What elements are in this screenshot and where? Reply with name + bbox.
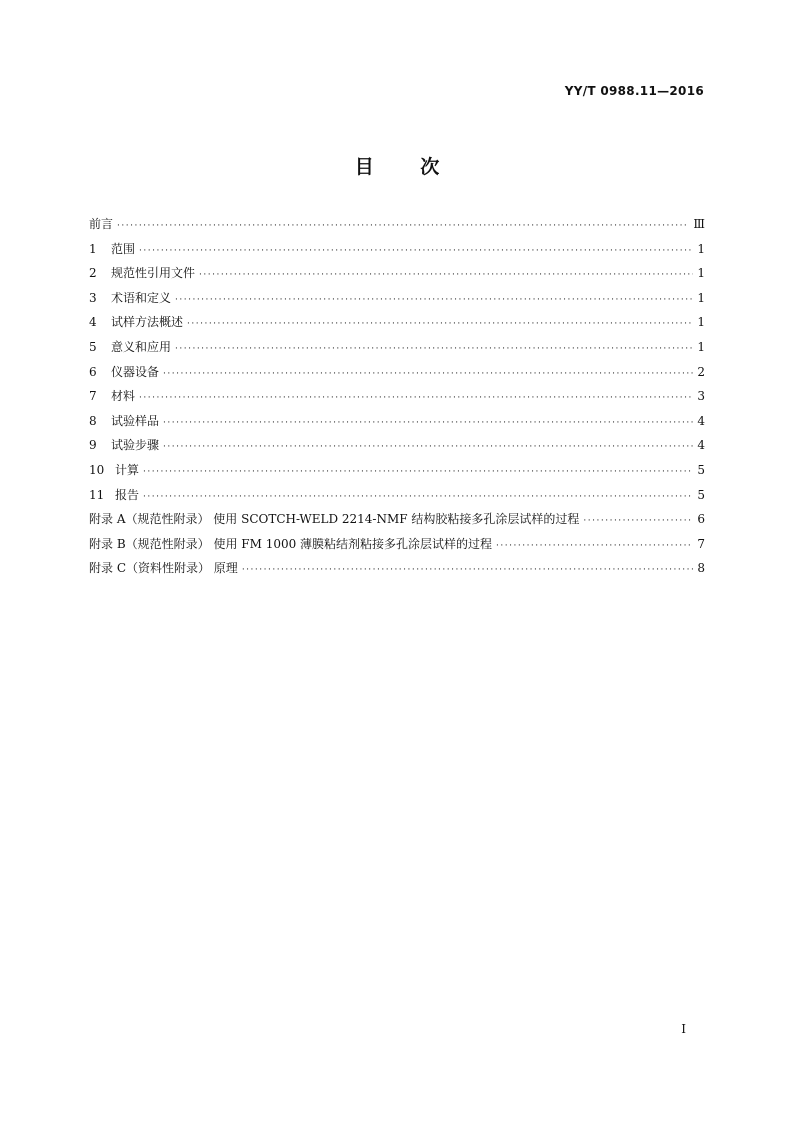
toc-entry-title: 附录 A（规范性附录） 使用 SCOTCH-WELD 2214-NMF 结构胶粘接多孔涂层试样的过程 (89, 512, 580, 527)
toc-entry-title: 附录 C（资料性附录） 原理 (89, 561, 238, 576)
toc-entry[interactable] (89, 313, 705, 338)
page-title: 目 次 (354, 156, 440, 178)
toc-entry-title: 术语和定义 (111, 290, 172, 305)
toc-leader-dots (187, 319, 693, 329)
toc-entry-page: 4 (697, 438, 705, 453)
toc-entry-page: 1 (697, 266, 705, 281)
toc-entry-page: 6 (697, 512, 705, 527)
toc-entry-title: 试验样品 (111, 413, 160, 428)
toc-entry-number: 4 (89, 315, 97, 330)
toc-entry-title: 计算 (115, 462, 140, 477)
toc-entry-page: 2 (697, 364, 705, 379)
toc-entry[interactable] (89, 412, 705, 437)
toc-entry-number: 5 (89, 339, 97, 354)
toc-entry-page: 5 (697, 462, 705, 477)
table-of-contents (89, 215, 705, 584)
toc-entry[interactable] (89, 436, 705, 461)
toc-entry-number: 11 (89, 487, 105, 502)
toc-leader-dots (117, 221, 689, 231)
toc-entry[interactable] (89, 240, 705, 265)
toc-entry-title: 规范性引用文件 (111, 266, 196, 281)
toc-entry-number: 7 (89, 389, 97, 404)
toc-leader-dots (163, 369, 693, 379)
toc-entry-page: 3 (697, 389, 705, 404)
toc-entry-number: 1 (89, 241, 97, 256)
toc-entry-page: 7 (697, 536, 705, 551)
toc-entry-number: 10 (89, 462, 105, 477)
toc-entry[interactable] (89, 215, 705, 240)
toc-entry-title: 材料 (111, 389, 136, 404)
toc-leader-dots (199, 270, 693, 280)
toc-entry-page: 8 (697, 561, 705, 576)
toc-entry[interactable] (89, 486, 705, 511)
toc-entry-title: 试样方法概述 (111, 315, 184, 330)
toc-entry[interactable] (89, 264, 705, 289)
page-number: I (681, 1022, 686, 1036)
toc-entry-title: 报告 (115, 487, 140, 502)
toc-entry-page: 4 (697, 413, 705, 428)
toc-entry-page: 5 (697, 487, 705, 502)
toc-leader-dots (242, 565, 693, 575)
toc-entry-title: 附录 B（规范性附录） 使用 FM 1000 薄膜粘结剂粘接多孔涂层试样的过程 (89, 536, 493, 551)
toc-leader-dots (139, 246, 693, 256)
standard-code: YY/T 0988.11—2016 (564, 84, 704, 98)
toc-entry-page: 1 (697, 339, 705, 354)
toc-entry[interactable] (89, 363, 705, 388)
toc-entry-number: 6 (89, 364, 97, 379)
toc-entry-number: 9 (89, 438, 97, 453)
toc-entry-title: 范围 (111, 241, 136, 256)
toc-leader-dots (143, 467, 693, 477)
toc-leader-dots (163, 442, 693, 452)
toc-entry[interactable] (89, 289, 705, 314)
toc-leader-dots (583, 516, 693, 526)
toc-entry-number: 3 (89, 290, 97, 305)
toc-entry[interactable] (89, 387, 705, 412)
toc-entry-page: 1 (697, 241, 705, 256)
toc-entry-appendix-c[interactable] (89, 559, 705, 584)
toc-entry-page: Ⅲ (693, 217, 705, 231)
toc-leader-dots (139, 393, 693, 403)
toc-leader-dots (175, 344, 693, 354)
toc-entry-title: 试验步骤 (111, 438, 160, 453)
toc-entry[interactable] (89, 338, 705, 363)
toc-entry-title: 意义和应用 (111, 339, 172, 354)
toc-leader-dots (143, 492, 693, 502)
toc-entry-page: 1 (697, 315, 705, 330)
toc-entry-page: 1 (697, 290, 705, 305)
toc-leader-dots (175, 295, 693, 305)
toc-entry-appendix-b[interactable] (89, 535, 705, 560)
toc-entry-number: 2 (89, 266, 97, 281)
toc-leader-dots (496, 541, 693, 551)
toc-entry[interactable] (89, 461, 705, 486)
toc-entry-title: 前言 (89, 217, 114, 231)
toc-entry-title: 仪器设备 (111, 364, 160, 379)
toc-leader-dots (163, 418, 693, 428)
toc-entry-number: 8 (89, 413, 97, 428)
toc-entry-appendix-a[interactable] (89, 510, 705, 535)
